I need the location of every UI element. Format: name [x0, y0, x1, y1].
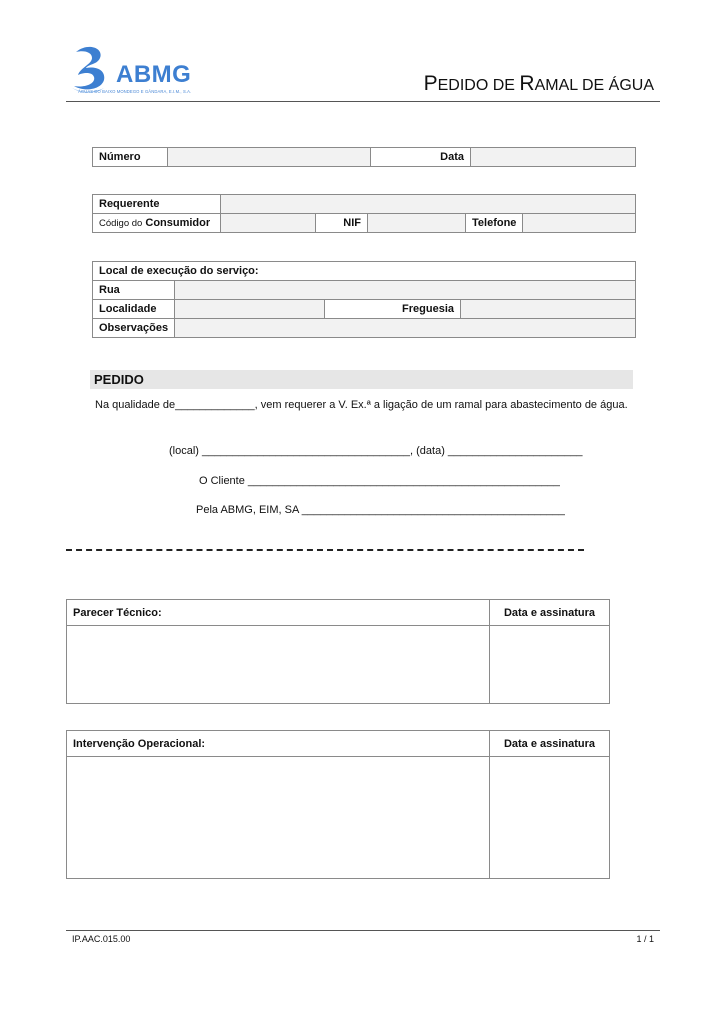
- numero-field[interactable]: [168, 148, 371, 167]
- pedido-heading: PEDIDO: [90, 370, 633, 389]
- requerente-field[interactable]: [221, 195, 636, 214]
- pedido-statement: Na qualidade de_____________, vem requerer a V. Ex.ª a ligação de um ramal para abastecimento de água.: [95, 399, 628, 411]
- logo-subtitle: ÁGUAS DO BAIXO MONDEGO E GÂNDARA, E.I.M., S.A.: [78, 89, 192, 94]
- intervencao-signature-field[interactable]: [490, 757, 610, 879]
- parecer-date-label: Data e assinatura: [490, 600, 610, 626]
- observacoes-field[interactable]: [175, 319, 636, 338]
- telefone-label: Telefone: [466, 214, 523, 233]
- freguesia-field[interactable]: [461, 300, 636, 319]
- intervencao-operacional-table: [66, 730, 610, 879]
- abmg-signature-line[interactable]: Pela ABMG, EIM, SA ___________________________________________: [196, 504, 565, 516]
- telefone-field[interactable]: [523, 214, 636, 233]
- nif-field[interactable]: [368, 214, 466, 233]
- requerente-label: Requerente: [93, 195, 221, 214]
- nif-label: NIF: [316, 214, 368, 233]
- company-logo: [70, 44, 220, 100]
- localidade-label: Localidade: [93, 300, 175, 319]
- codigo-consumidor-label: Código do Consumidor: [93, 214, 221, 233]
- intervencao-operacional-label: Intervenção Operacional:: [67, 731, 490, 757]
- location-table: [92, 261, 636, 338]
- logo-name: ABMG: [116, 61, 192, 88]
- local-execucao-label: Local de execução do serviço:: [93, 262, 636, 281]
- requester-table: [92, 194, 636, 233]
- header-divider: [66, 101, 660, 102]
- observacoes-label: Observações: [93, 319, 175, 338]
- local-data-signature-line[interactable]: (local) __________________________________, (data) ______________________: [169, 445, 583, 457]
- parecer-signature-field[interactable]: [490, 626, 610, 704]
- cut-line-divider: [66, 549, 584, 551]
- footer-divider: [66, 930, 660, 931]
- parecer-tecnico-field[interactable]: [67, 626, 490, 704]
- intervencao-date-label: Data e assinatura: [490, 731, 610, 757]
- parecer-tecnico-label: Parecer Técnico:: [67, 600, 490, 626]
- freguesia-label: Freguesia: [325, 300, 461, 319]
- data-label: Data: [371, 148, 471, 167]
- water-wave-icon: [70, 44, 118, 94]
- intervencao-operacional-field[interactable]: [67, 757, 490, 879]
- page-number: 1 / 1: [636, 934, 654, 944]
- rua-label: Rua: [93, 281, 175, 300]
- document-code: IP.AAC.015.00: [72, 934, 131, 944]
- page-title: PEDIDO DE RAMAL DE ÁGUA: [423, 72, 654, 95]
- parecer-tecnico-table: [66, 599, 610, 704]
- numero-label: Número: [93, 148, 168, 167]
- codigo-consumidor-field[interactable]: [221, 214, 316, 233]
- number-date-table: [92, 147, 636, 167]
- rua-field[interactable]: [175, 281, 636, 300]
- data-field[interactable]: [471, 148, 636, 167]
- localidade-field[interactable]: [175, 300, 325, 319]
- cliente-signature-line[interactable]: O Cliente ___________________________________________________: [199, 475, 560, 487]
